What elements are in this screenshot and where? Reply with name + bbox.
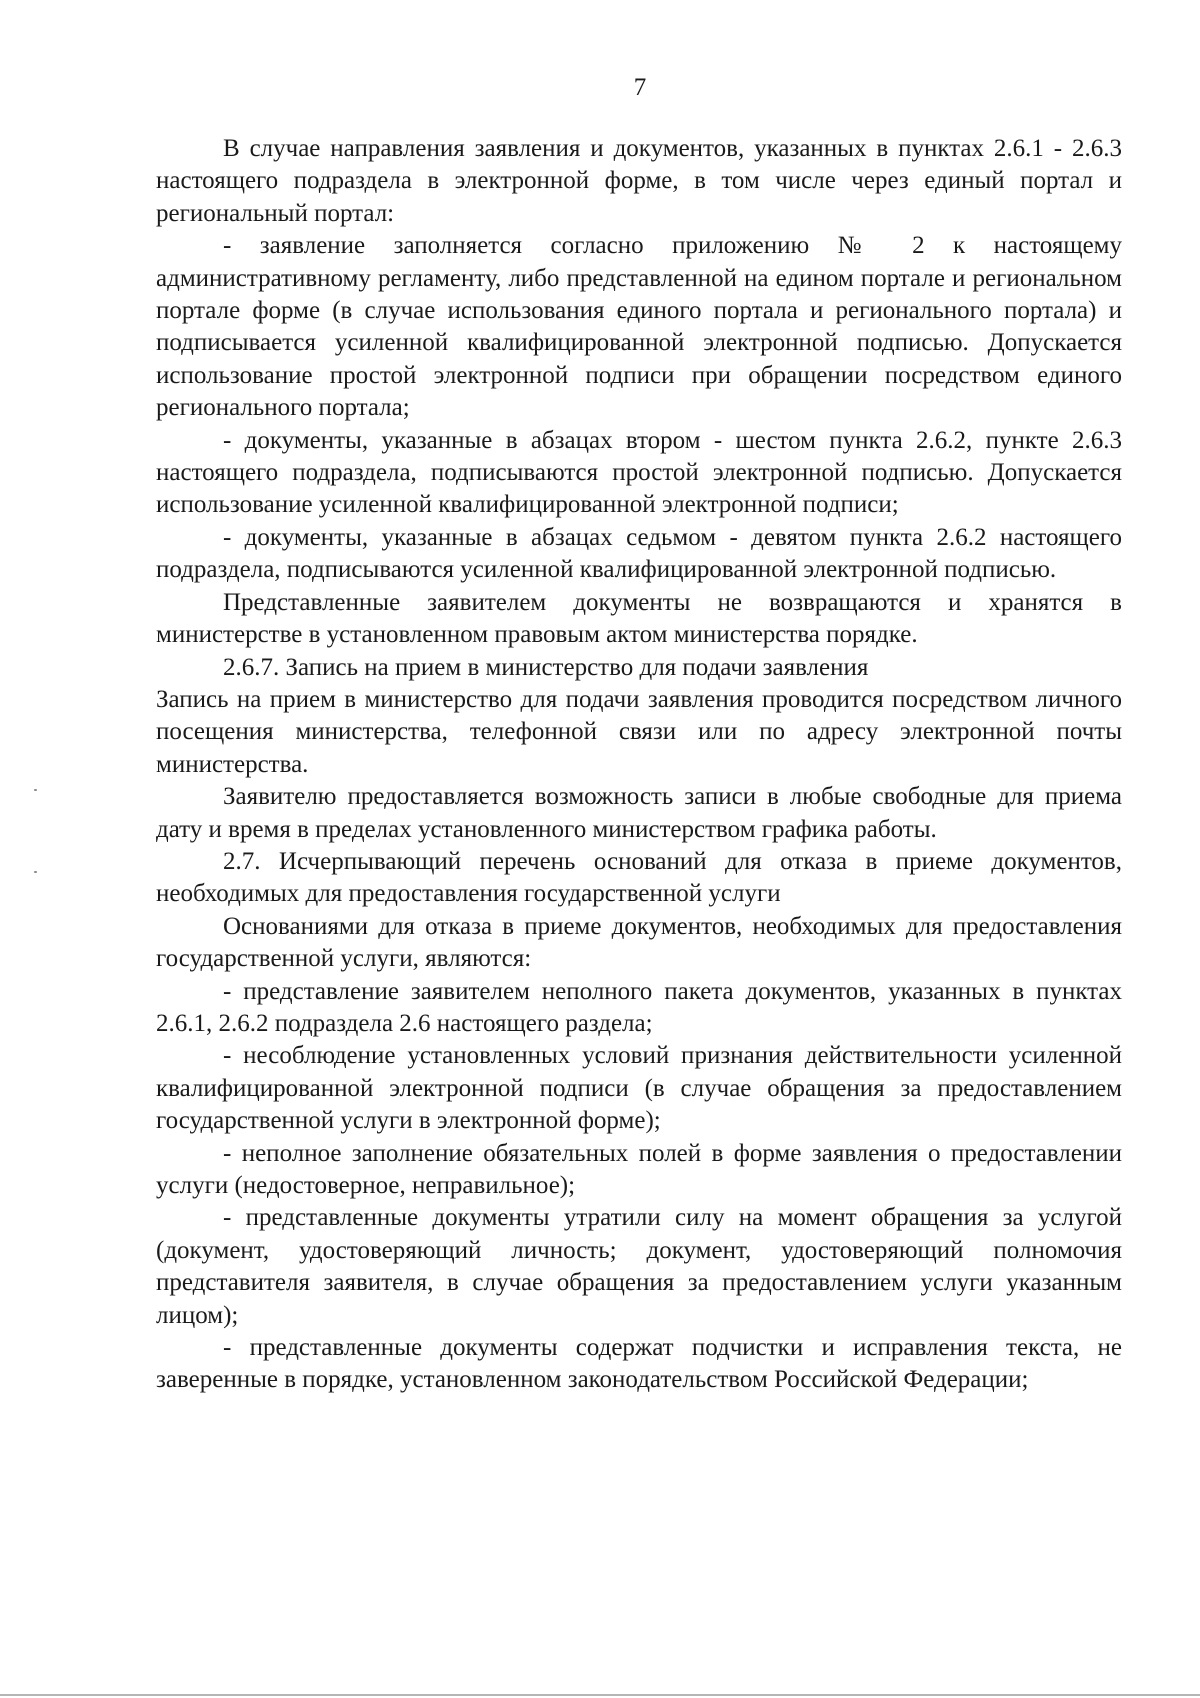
scan-speck: [34, 871, 37, 873]
paragraph-refusal-grounds-intro: Основаниями для отказа в приеме документов, необходимых для предоставления государственной услуги, являются:: [156, 912, 1122, 973]
paragraph-documents-not-returned: Представленные заявителем документы не возвращаются и хранятся в министерстве в установленном правовым актом министерства порядке.: [156, 588, 1122, 649]
paragraph-documents-qualified-signature: - документы, указанные в абзацах седьмом - девятом пункта 2.6.2 настоящего подраздела, подписываются усиленной квалифицированной электронной подписью.: [156, 523, 1122, 584]
list-item-incomplete-package: - представление заявителем неполного пакета документов, указанных в пунктах 2.6.1, 2.6.2 подраздела 2.6 настоящего раздела;: [156, 977, 1122, 1037]
list-item-expired-documents: - представленные документы утратили силу на момент обращения за услугой (документ, удостоверяющий личность; документ, удостоверяющий полномочия представителя заявителя, в случае обращения за предоставлением услуги указанным лицом);: [156, 1204, 1122, 1329]
document-body: [156, 133, 1122, 1397]
scan-edge-line: [0, 1694, 1200, 1696]
list-item-signature-invalid: - несоблюдение установленных условий признания действительности усиленной квалифицированной электронной подписи (в случае обращения за предоставлением государственной услуги в электронной форме);: [156, 1042, 1122, 1135]
paragraph-electronic-submission: В случае направления заявления и документов, указанных в пунктах 2.6.1 - 2.6.3 настоящего подраздела в электронной форме, в том числе через единый портал и региональный портал:: [156, 135, 1122, 227]
page-number: 7: [633, 74, 647, 101]
paragraph-appointment-time: Заявителю предоставляется возможность записи в любые свободные для приема дату и время в пределах установленного министерством графика работы.: [156, 783, 1122, 843]
paragraph-documents-simple-signature: - документы, указанные в абзацах втором - шестом пункта 2.6.2, пункте 2.6.3 настоящего подраздела, подписываются простой электронной подписью. Допускается использование усиленной квалифицированной электронной подписи;: [156, 426, 1122, 519]
list-item-corrections-in-text: - представленные документы содержат подчистки и исправления текста, не заверенные в порядке, установленном законодательством Российской Федерации;: [156, 1334, 1122, 1394]
paragraph-application-signature: - заявление заполняется согласно приложению № 2 к настоящему административному регламенту, либо представленной на едином портале и региональном портале форме (в случае использования единого портала и регионального портала) и подписывается усиленной квалифицированной электронной подписью. Допускается использование простой электронной подписи при обращении посредством единого регионального портала;: [156, 232, 1122, 422]
section-heading-2-7: 2.7. Исчерпывающий перечень оснований для отказа в приеме документов, необходимых для предоставления государственной услуги: [156, 847, 1122, 908]
list-item-incomplete-form: - неполное заполнение обязательных полей в форме заявления о предоставлении услуги (недостоверное, неправильное);: [156, 1139, 1122, 1199]
section-heading-2-6-7: 2.6.7. Запись на прием в министерство для подачи заявления: [223, 653, 869, 681]
paragraph-appointment-booking: Запись на прием в министерство для подачи заявления проводится посредством личного посещения министерства, телефонной связи или по адресу электронной почты министерства.: [156, 685, 1122, 778]
scan-speck: [34, 789, 37, 791]
